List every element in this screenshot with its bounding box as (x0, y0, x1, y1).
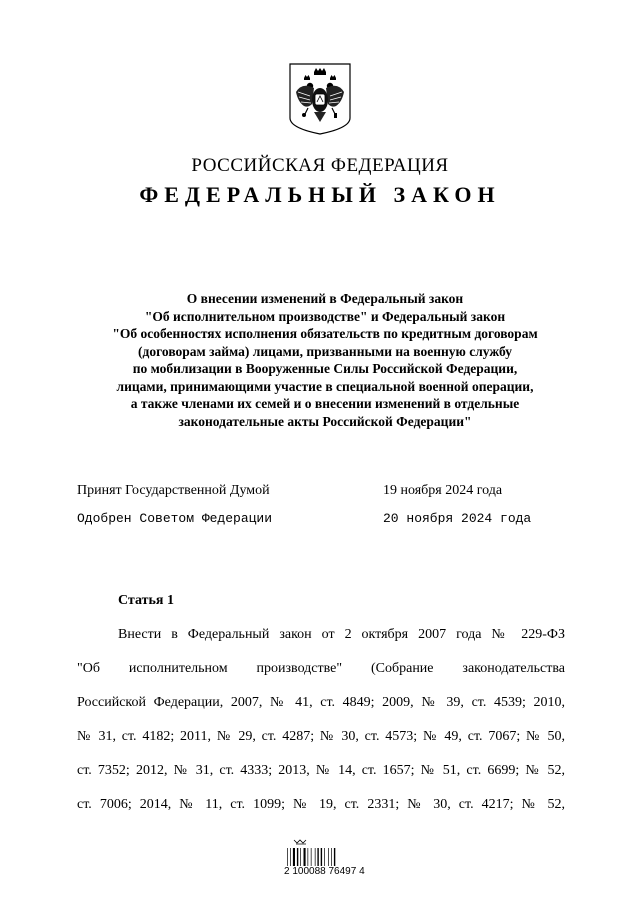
barcode-bar (334, 848, 335, 866)
barcode-bar (308, 848, 309, 866)
barcode-bar (311, 848, 312, 866)
barcode-bar (293, 848, 295, 866)
barcode-bar (300, 848, 301, 866)
barcode-bar (297, 848, 298, 866)
title-line: "Об особенностях исполнения обязательств по кредитным договорам (112, 326, 538, 341)
article-text-line: № 31, ст. 4182; 2011, № 29, ст. 4287; № 30, ст. 4573; № 49, ст. 7067; № 50, (77, 729, 565, 744)
coat-of-arms-emblem-icon (288, 62, 352, 136)
article-text-line: Внести в Федеральный закон от 2 октября 2007 года № 229-ФЗ (118, 627, 565, 642)
duma-adoption-label: Принят Государственной Думой (77, 483, 270, 498)
article-heading: Статья 1 (118, 593, 174, 608)
barcode-bar (324, 848, 325, 866)
barcode-icon (286, 838, 346, 888)
council-approval-date: 20 ноября 2024 года (383, 511, 532, 526)
title-line: законодательные акты Российской Федерации" (178, 413, 472, 429)
title-line: О внесении изменений в Федеральный закон (186, 291, 464, 306)
title-line: лицами, принимающими участие в специальной военной операции, (116, 378, 534, 394)
law-title (60, 290, 590, 430)
barcode-bar (304, 848, 306, 866)
council-approval-label: Одобрен Советом Федерации (77, 511, 273, 526)
barcode-bar (317, 848, 318, 866)
country-name: РОССИЙСКАЯ ФЕДЕРАЦИЯ (191, 155, 449, 176)
title-line: "Об исполнительном производстве" и Федеральный закон (144, 308, 506, 324)
title-line: а также членами их семей и о внесении изменений в отдельные (130, 396, 520, 411)
barcode-number: 2 100088 76497 4 (284, 866, 365, 877)
barcode-bar (290, 848, 291, 866)
article-text-line: ст. 7006; 2014, № 11, ст. 1099; № 19, ст. 2331; № 30, ст. 4217; № 52, (77, 797, 565, 812)
barcode-bar (287, 848, 288, 866)
document-type: ФЕДЕРАЛЬНЫЙ ЗАКОН (139, 182, 501, 207)
barcode-bar (331, 848, 332, 866)
title-line: по мобилизации в Вооруженные Силы Российской Федерации, (132, 361, 518, 376)
title-line: (договорам займа) лицами, призванными на военную службу (138, 343, 512, 359)
barcode-bar (321, 848, 322, 866)
barcode-bar (328, 848, 329, 866)
article-text-line: "Об исполнительном производстве" (Собрание законодательства (77, 661, 565, 676)
barcode-bar (315, 848, 316, 866)
article-text-line: Российской Федерации, 2007, № 41, ст. 4849; 2009, № 39, ст. 4539; 2010, (77, 695, 565, 710)
duma-adoption-date: 19 ноября 2024 года (383, 483, 503, 498)
article-text-line: ст. 7352; 2012, № 31, ст. 4333; 2013, № 14, ст. 1657; № 51, ст. 6699; № 52, (77, 763, 565, 778)
